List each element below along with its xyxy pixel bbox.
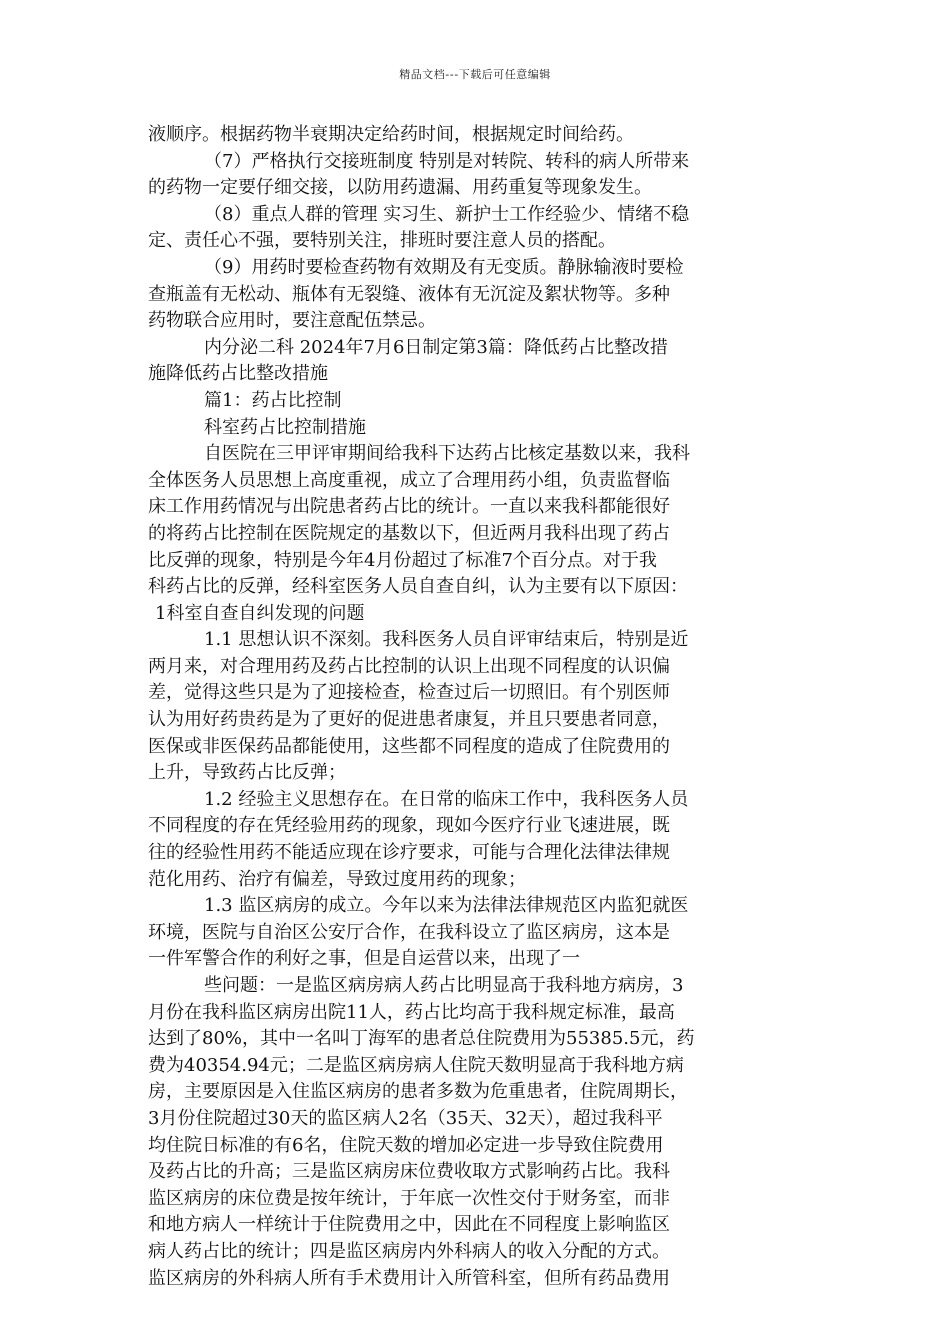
text-line: 两月来，对合理用药及药占比控制的认识上出现不同程度的认识偏 (148, 655, 670, 677)
text-line: 往的经验性用药不能适应现在诊疗要求，可能与合理化法律法律规 (148, 842, 670, 864)
text-line: （9）用药时要检查药物有效期及有无变质。静脉输液时要检 (204, 256, 684, 278)
text-line: 1.3 监区病房的成立。今年以来为法律法律规范区内监犯就医 (204, 895, 689, 917)
text-line: 定、责任心不强，要特别关注，排班时要注意人员的搭配。 (148, 230, 616, 252)
text-line: 监区病房的外科病人所有手术费用计入所管科室，但所有药品费用 (148, 1267, 670, 1289)
text-line: 病人药占比的统计；四是监区病房内外科病人的收入分配的方式。 (148, 1240, 670, 1262)
text-line: 认为用好药贵药是为了更好的促进患者康复，并且只要患者同意， (148, 709, 670, 731)
document-body (148, 122, 810, 1292)
text-line: 房，主要原因是入住监区病房的患者多数为危重患者，住院周期长， (148, 1081, 688, 1103)
text-line: 3月份住院超过30天的监区病人2名（35天、32天），超过我科平 (148, 1107, 663, 1129)
text-line: 费为40354.94元；二是监区病房病人住院天数明显高于我科地方病 (148, 1054, 684, 1076)
text-line: （8）重点人群的管理 实习生、新护士工作经验少、情绪不稳 (204, 203, 690, 225)
text-line: 上升，导致药占比反弹； (148, 762, 346, 784)
text-line: 的药物一定要仔细交接，以防用药遗漏、用药重复等现象发生。 (148, 177, 652, 199)
text-line: 科室药占比控制措施 (204, 416, 366, 438)
text-line: 比反弹的现象，特别是今年4月份超过了标准7个百分点。对于我 (148, 549, 657, 571)
text-line: 不同程度的存在凭经验用药的现象，现如今医疗行业飞速进展，既 (148, 815, 670, 837)
text-line: 及药占比的升高；三是监区病房床位费收取方式影响药占比。我科 (148, 1161, 670, 1183)
text-line: 自医院在三甲评审期间给我科下达药占比核定基数以来，我科 (204, 443, 690, 465)
text-line: 科药占比的反弹，经科室医务人员自查自纠，认为主要有以下原因： (148, 576, 688, 598)
text-line: 些问题：一是监区病房病人药占比明显高于我科地方病房，3 (204, 975, 684, 996)
text-line: （7）严格执行交接班制度 特别是对转院、转科的病人所带来 (204, 150, 690, 172)
page-header: 精品文档---下载后可任意编辑 (399, 68, 551, 81)
text-line: 1.1 思想认识不深刻。我科医务人员自评审结束后，特别是近 (204, 629, 689, 651)
text-line: 范化用药、治疗有偏差，导致过度用药的现象； (148, 868, 526, 890)
text-line: 床工作用药情况与出院患者药占比的统计。一直以来我科都能很好 (148, 496, 670, 518)
text-line: 药物联合应用时，要注意配伍禁忌。 (148, 310, 436, 332)
text-line: 监区病房的床位费是按年统计，于年底一次性交付于财务室，而非 (148, 1187, 670, 1209)
text-line: 全体医务人员思想上高度重视，成立了合理用药小组，负责监督临 (148, 469, 670, 491)
text-line: 查瓶盖有无松动、瓶体有无裂缝、液体有无沉淀及絮状物等。多种 (148, 283, 670, 305)
text-line: 的将药占比控制在医院规定的基数以下，但近两月我科出现了药占 (148, 522, 670, 544)
text-line: 内分泌二科 2024年7月6日制定第3篇：降低药占比整改措 (204, 336, 668, 358)
text-line: 达到了80%，其中一名叫丁海军的患者总住院费用为55385.5元，药 (148, 1028, 695, 1050)
text-line: 月份在我科监区病房出院11人，药占比均高于我科规定标准，最高 (148, 1001, 675, 1023)
text-line: 环境，医院与自治区公安厅合作，在我科设立了监区病房，这本是 (148, 921, 670, 943)
text-line: 和地方病人一样统计于住院费用之中，因此在不同程度上影响监区 (148, 1214, 670, 1236)
text-line: 液顺序。根据药物半衰期决定给药时间，根据规定时间给药。 (148, 124, 634, 145)
text-line: 施降低药占比整改措施 (148, 363, 328, 385)
text-line: 医保或非医保药品都能使用，这些都不同程度的造成了住院费用的 (148, 735, 670, 757)
text-line: 均住院日标准的有6名，住院天数的增加必定进一步导致住院费用 (148, 1134, 664, 1156)
text-line: 差，觉得这些只是为了迎接检查，检查过后一切照旧。有个别医师 (148, 682, 670, 704)
text-line: 1科室自查自纠发现的问题 (155, 602, 365, 624)
text-line: 篇1：药占比控制 (204, 389, 342, 411)
text-line: 1.2 经验主义思想存在。在日常的临床工作中，我科医务人员 (204, 788, 689, 810)
text-line: 一件军警合作的利好之事，但是自运营以来，出现了一 (148, 948, 580, 970)
